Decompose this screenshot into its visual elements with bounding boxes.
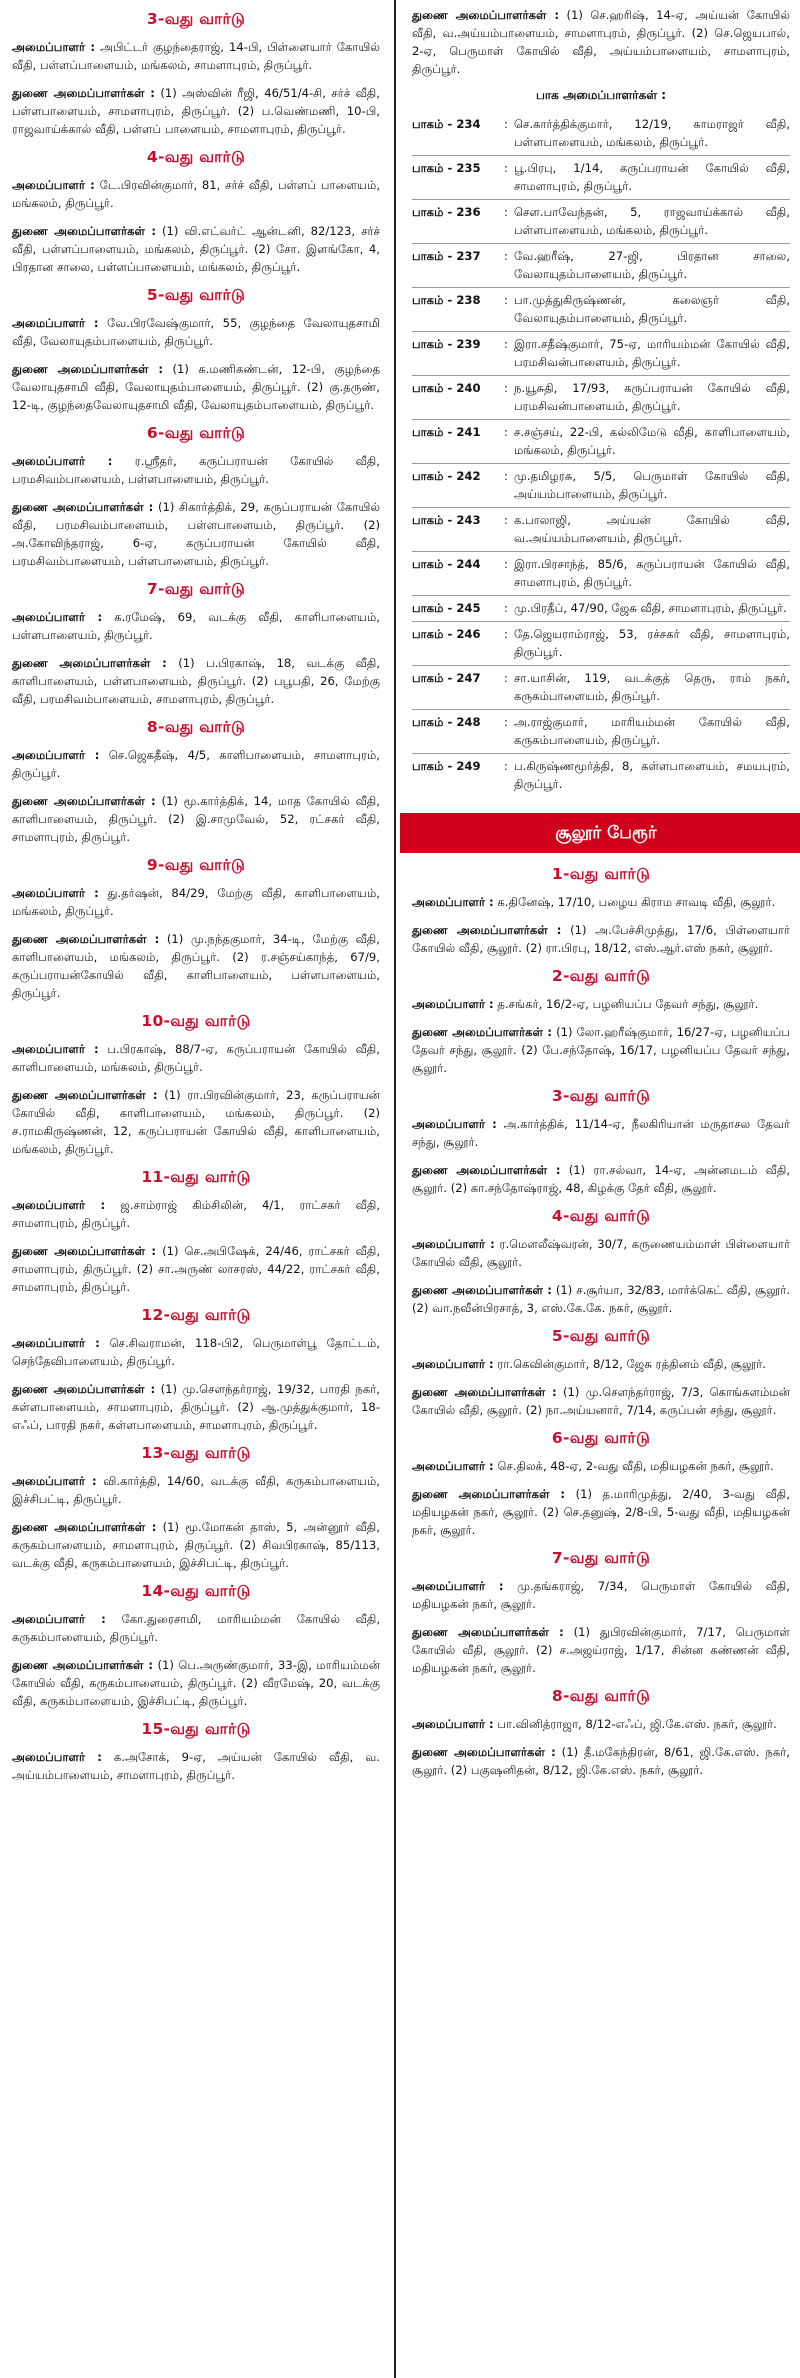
deputy-value: (1) மு.சௌந்தர்ராஜ், 7/3, கொங்களம்மன் கோயில் வீதி, சூலூர். (2) நா.அய்யனார், 7/14, கருப்பன் சந்து, சூலூர்.: [412, 1385, 790, 1417]
organizer-label: அமைப்பாளர் :: [412, 895, 494, 909]
deputy-value: (1) வி.எட்வர்ட் ஆன்டனி, 82/123, சர்ச் வீதி, பள்ளப்பாளையம், மங்கலம், திருப்பூர். (2) சோ. இளங்கோ, 4, பிரதான சாலை, பள்ளப்பாளையம், மங்கலம், திருப்பூர்.: [12, 224, 381, 274]
deputy-label: துணை அமைப்பாளர்கள் :: [12, 1244, 157, 1258]
organizer-value: அ.கார்த்திக், 11/14-ஏ, நீலகிரியான் மருதாசல தேவர் சந்து, சூலூர்.: [412, 1117, 790, 1149]
deputy-value: (1) அஸ்வின் ரீஜி, 46/51/4-சி, சர்ச் வீதி, பள்ளபாளையம், சாமளாபுரம், திருப்பூர். (2) ப.வெண்மணி, 10-பி, ராஜவாய்க்கால் வீதி, பள்ளப் பாளையம், சாமளாபுரம், திருப்பூர்.: [12, 86, 380, 136]
deputy-organizers-entry: [12, 360, 380, 414]
booth-row: [412, 156, 790, 200]
ward-15-deputies: [412, 6, 790, 78]
booth-colon: :: [504, 759, 508, 773]
booth-colon: :: [504, 205, 508, 219]
deputy-label: துணை அமைப்பாளர்கள் :: [12, 224, 157, 238]
deputy-label: துணை அமைப்பாளர்கள் :: [412, 8, 559, 22]
deputy-organizers-entry: [412, 1281, 790, 1317]
booth-number: பாகம் - 234: [412, 117, 481, 131]
left-column: [0, 0, 396, 2378]
booth-organizer: ப.கிருஷ்ணமூர்த்தி, 8, கள்ளபாளையம், சமயபுரம், திருப்பூர்.: [514, 759, 790, 791]
booth-colon: :: [504, 469, 508, 483]
booth-number: பாகம் - 246: [412, 627, 481, 641]
organizer-label: அமைப்பாளர் :: [412, 1459, 494, 1473]
organizer-entry: [12, 746, 380, 782]
booth-row: [412, 622, 790, 666]
organizer-label: அமைப்பாளர் :: [412, 1717, 494, 1731]
booth-number: பாகம் - 245: [412, 601, 481, 615]
ward-heading: 7-வது வார்டு: [146, 580, 246, 598]
deputy-value: (1) சிகார்த்திக், 29, கருப்பராயன் கோயில் வீதி, பரமசிவம்பாளையம், பள்ளபாளையம், திருப்பூர். (2) அ.கோவிந்தராஜ், 6-ஏ, கருப்பராயன் கோயில் வீதி, பரமசிவம்பாளையம், பள்ளபாளையம், திருப்பூர்.: [12, 500, 380, 568]
booth-organizer: செ.கார்த்திக்குமார், 12/19, காமராஜர் வீதி, பள்ளபாளையம், மங்கலம், திருப்பூர்.: [514, 117, 790, 149]
booth-colon: :: [504, 513, 508, 527]
deputy-organizers-entry: [12, 1518, 380, 1572]
booth-organizer: இரா.சதீஷ்குமார், 75-ஏ, மாரியம்மன் கோயில் வீதி, பரமசிவன்பாளையம், திருப்பூர்.: [514, 337, 790, 369]
deputy-value: (1) பெ.அருண்குமார், 33-இ, மாரியம்மன் கோயில் வீதி, கருகம்பாளையம், திருப்பூர். (2) வீரமேஷ், 20, வடக்கு வீதி, கருகம்பாளையம், இச்சிபட்டி, திருப்பூர்.: [12, 1658, 380, 1708]
booth-list: [412, 112, 790, 797]
deputy-value: (1) மு.நந்தகுமார், 34-டி, மேற்கு வீதி, காளிபாளையம், மங்கலம், திருப்பூர். (2) ர.சஞ்சய்காந்த், 67/9, கருப்பராயன்கோயில் வீதி, காளிபாளையம், பள்ளபாளையம், திருப்பூர்.: [12, 932, 380, 1000]
booth-colon: :: [504, 337, 508, 351]
organizer-entry: [12, 608, 380, 644]
organizer-label: அமைப்பாளர் :: [412, 1117, 497, 1131]
organizer-label: அமைப்பாளர் :: [412, 1237, 495, 1251]
deputy-value: (1) ரா.சல்வா, 14-ஏ, அன்னமடம் வீதி, சூலூர். (2) கா.சந்தோஷ்ராஜ், 48, கிழக்கு தேர் வீதி, சூலூர்.: [412, 1163, 790, 1195]
organizer-value: கோ.துரைசாமி, மாரியம்மன் கோயில் வீதி, கருகம்பாளையம், திருப்பூர்.: [12, 1612, 380, 1644]
booth-number: பாகம் - 243: [412, 513, 481, 527]
deputy-organizers-entry: [412, 1623, 790, 1677]
booth-row: [412, 552, 790, 596]
organizer-entry: [412, 1457, 790, 1475]
booth-row: [412, 710, 790, 754]
organizer-entry: [12, 314, 380, 350]
organizer-entry: [12, 1748, 380, 1784]
booth-organizer: சௌ.பாவேந்தன், 5, ராஜவாய்க்கால் வீதி, பள்ளபாளையம், மங்கலம், திருப்பூர்.: [514, 205, 790, 237]
deputy-value: (1) மூ.கார்த்திக், 14, மாத கோயில் வீதி, காளிபாளையம், திருப்பூர். (2) இ.சாமுவேல், 52, ரட்சகர் வீதி, சாமளாபுரம், திருப்பூர்.: [12, 794, 380, 844]
deputy-value: (1) தீ.மகேந்திரன், 8/61, ஜி.கே.எஸ். நகர், சூலூர். (2) பகுஷனிதன், 8/12, ஜி.கே.எஸ். நகர், சூலூர்.: [412, 1745, 790, 1777]
ward-heading: 8-வது வார்டு: [146, 718, 246, 736]
organizer-value: ர.ஸ்ரீதர், கருப்பராயன் கோயில் வீதி, பரமசிவம்பாளையம், பள்ளபாளையம், திருப்பூர்.: [12, 454, 380, 486]
booth-row: [412, 112, 790, 156]
booth-number: பாகம் - 239: [412, 337, 481, 351]
right-column: [400, 0, 800, 2378]
deputy-label: துணை அமைப்பாளர்கள் :: [12, 1520, 157, 1534]
organizer-entry: [12, 1334, 380, 1370]
booth-colon: :: [504, 557, 508, 571]
ward-heading: 7-வது வார்டு: [551, 1549, 651, 1567]
ward-heading: 3-வது வார்டு: [551, 1087, 651, 1105]
organizer-label: அமைப்பாளர் :: [12, 1198, 106, 1212]
booth-organizer: க.பாலாஜி, அய்யன் கோயில் வீதி, வ.அய்யம்பாளையம், திருப்பூர்.: [514, 513, 790, 545]
booth-organizer: பா.முத்துகிருஷ்ணன், கலைஞர் வீதி, வேலாயுதம்பாளையம், திருப்பூர்.: [514, 293, 790, 325]
booth-number: பாகம் - 241: [412, 425, 481, 439]
booth-colon: :: [504, 249, 508, 263]
sulur-wards: [412, 865, 790, 1779]
deputy-label: துணை அமைப்பாளர்கள் :: [412, 1385, 557, 1399]
organizer-entry: [412, 1235, 790, 1271]
deputy-label: துணை அமைப்பாளர்கள் :: [12, 362, 163, 376]
booth-number: பாகம் - 244: [412, 557, 481, 571]
organizer-value: பா.வினித்ராஜா, 8/12-எஃப், ஜி.கே.எஸ். நகர், சூலூர்.: [497, 1717, 777, 1731]
ward-heading: 6-வது வார்டு: [146, 424, 246, 442]
organizer-label: அமைப்பாளர் :: [12, 748, 100, 762]
booth-colon: :: [504, 161, 508, 175]
deputy-organizers-entry: [412, 1023, 790, 1077]
organizer-value: அபிட்டர் குழந்தைராஜ், 14-பி, பிள்ளையார் கோயில் வீதி, பள்ளப்பாளையம், மங்கலம், சாமளாபுரம், திருப்பூர்.: [12, 40, 380, 72]
deputy-label: துணை அமைப்பாளர்கள் :: [412, 1283, 552, 1297]
organizer-entry: [12, 1196, 380, 1232]
organizer-label: அமைப்பாளர் :: [12, 1042, 99, 1056]
booth-row: [412, 464, 790, 508]
deputy-organizers-entry: [12, 1380, 380, 1434]
ward-heading: 2-வது வார்டு: [551, 967, 651, 985]
deputy-organizers-entry: [12, 792, 380, 846]
organizer-label: அமைப்பாளர் :: [12, 1750, 102, 1764]
booth-row: [412, 754, 790, 797]
organizer-value: க.அசோக், 9-ஏ, அய்யன் கோயில் வீதி, வ. அய்யம்பாளையம், சாமளாபுரம், திருப்பூர்.: [12, 1750, 380, 1782]
booth-row: [412, 596, 790, 622]
organizer-entry: [12, 1610, 380, 1646]
booth-row: [412, 420, 790, 464]
deputy-organizers-entry: [412, 1743, 790, 1779]
deputy-value: (1) மூ.மோகன் தாஸ், 5, அன்னூர் வீதி, கருகம்பாளையம், சாமளாபுரம், திருப்பூர். (2) சிவபிரகாஷ், 85/113, வடக்கு வீதி, கருகம்பாளையம், இச்சிபட்டி, திருப்பூர்.: [12, 1520, 380, 1570]
booth-number: பாகம் - 236: [412, 205, 481, 219]
booth-organizer: ந.யூசுதி, 17/93, கருப்பராயன் கோயில் வீதி, பரமசிவன்பாளையம், திருப்பூர்.: [514, 381, 790, 413]
booth-number: பாகம் - 242: [412, 469, 481, 483]
booth-colon: :: [504, 715, 508, 729]
organizer-label: அமைப்பாளர் :: [12, 886, 99, 900]
organizer-entry: [12, 884, 380, 920]
booth-colon: :: [504, 381, 508, 395]
organizer-entry: [12, 1472, 380, 1508]
organizer-value: ஜ.சாம்ராஜ் கிம்சிலின், 4/1, ராட்சகர் வீதி, சாமளாபுரம், திருப்பூர்.: [12, 1198, 381, 1230]
ward-heading: 8-வது வார்டு: [551, 1687, 651, 1705]
deputy-value: (1) செ.ஹரிஷ், 14-ஏ, அய்யன் கோயில் வீதி, வ.அய்யம்பாளையம், சாமளாபுரம், திருப்பூர். (2) செ.ஜெயபால், 2-ஏ, பெருமாள் கோயில் வீதி, அய்யம்பாளையம், சாமளாபுரம், திருப்பூர்.: [412, 8, 791, 76]
deputy-organizers-entry: [412, 1383, 790, 1419]
ward-heading: 1-வது வார்டு: [551, 865, 651, 883]
deputy-label: துணை அமைப்பாளர்கள் :: [412, 1487, 566, 1501]
booth-row: [412, 666, 790, 710]
booth-organizer: தே.ஜெயராம்ராஜ், 53, ரச்சகர் வீதி, சாமளாபுரம், திருப்பூர்.: [514, 627, 790, 659]
organizer-entry: [12, 38, 380, 74]
organizer-label: அமைப்பாளர் :: [12, 178, 95, 192]
organizer-label: அமைப்பாளர் :: [412, 997, 494, 1011]
organizer-label: அமைப்பாளர் :: [12, 454, 113, 468]
booth-row: [412, 332, 790, 376]
deputy-label: துணை அமைப்பாளர்கள் :: [12, 86, 155, 100]
deputy-organizers-entry: [12, 84, 380, 138]
deputy-label: துணை அமைப்பாளர்கள் :: [412, 1745, 556, 1759]
deputy-organizers-entry: [12, 930, 380, 1002]
booth-row: [412, 288, 790, 332]
organizer-entry: [412, 893, 790, 911]
organizer-value: டே.பிரவின்குமார், 81, சர்ச் வீதி, பள்ளப் பாளையம், மங்கலம், திருப்பூர்.: [12, 178, 381, 210]
ward-heading: 6-வது வார்டு: [551, 1429, 651, 1447]
organizer-value: ப.பிரகாஷ், 88/7-ஏ, கருப்பராயன் கோயில் வீதி, காளிபாளையம், மங்கலம், திருப்பூர்.: [12, 1042, 380, 1074]
ward-heading: 3-வது வார்டு: [146, 10, 246, 28]
ward-heading: 15-வது வார்டு: [141, 1720, 251, 1738]
booth-row: [412, 244, 790, 288]
booth-colon: :: [504, 117, 508, 131]
deputy-label: துணை அமைப்பாளர்கள் :: [12, 932, 160, 946]
deputy-value: (1) ரா.பிரவின்குமார், 23, கருப்பராயன் கோயில் வீதி, காளிபாளையம், மங்கலம், திருப்பூர். (2) ச.ராமகிருஷ்ணன், 12, கருப்பராயன் கோயில் வீதி, காளிபாளையம், மங்கலம், திருப்பூர்.: [12, 1088, 380, 1156]
booth-number: பாகம் - 248: [412, 715, 481, 729]
organizer-value: ரா.கெவின்குமார், 8/12, ஜேசு ரத்தினம் வீதி, சூலூர்.: [497, 1357, 766, 1371]
organizer-label: அமைப்பாளர் :: [12, 610, 103, 624]
deputy-value: (1) த.மாரிமுத்து, 2/40, 3-வது வீதி, மதியழகன் நகர், சூலூர். (2) செ.தனுஷ், 2/8-பி, 5-வது வீதி, மதியழகன் நகர், சூலூர்.: [412, 1487, 790, 1537]
deputy-label: துணை அமைப்பாளர்கள் :: [12, 656, 167, 670]
deputy-organizers-entry: [412, 1485, 790, 1539]
booth-row: [412, 376, 790, 420]
ward-heading: 4-வது வார்டு: [551, 1207, 651, 1225]
organizer-value: த.சங்கர், 16/2-ஏ, பழனியப்ப தேவர் சந்து, சூலூர்.: [497, 997, 759, 1011]
deputy-organizers-entry: [412, 921, 790, 957]
organizer-label: அமைப்பாளர் :: [12, 1474, 97, 1488]
deputy-value: (1) மு.சௌந்தர்ராஜ், 19/32, பாரதி நகர், கள்ளபாளையம், சாமளாபுரம், திருப்பூர். (2) ஆ.முத்துக்குமார், 18-எஃப், பாரதி நகர், கள்ளபாளையம், சாமளாபுரம், திருப்பூர்.: [12, 1382, 380, 1432]
deputy-value: (1) க.மணிகண்டன், 12-பி, குழந்தை வேலாயுதசாமி வீதி, வேலாயுதம்பாளையம், திருப்பூர். (2) கு.தருண், 12-டி, குழந்தைவேலாயுதசாமி வீதி, வேலாயுதம்பாளையம், திருப்பூர்.: [12, 362, 380, 412]
deputy-label: துணை அமைப்பாளர்கள் :: [412, 1025, 553, 1039]
ward-heading: 10-வது வார்டு: [141, 1012, 251, 1030]
booth-colon: :: [504, 601, 508, 615]
ward-heading: 12-வது வார்டு: [141, 1306, 251, 1324]
deputy-label: துணை அமைப்பாளர்கள் :: [12, 1382, 156, 1396]
organizer-entry: [412, 995, 790, 1013]
ward-heading: 5-வது வார்டு: [551, 1327, 651, 1345]
booth-organizer: ச.சஞ்சய், 22-பி, கல்லிமேடு வீதி, காளிபாளையம், மங்கலம், திருப்பூர்.: [514, 425, 790, 457]
deputy-label: துணை அமைப்பாளர்கள் :: [412, 923, 562, 937]
booth-number: பாகம் - 237: [412, 249, 481, 263]
booth-row: [412, 508, 790, 552]
organizer-value: க.ரமேஷ், 69, வடக்கு வீதி, காளிபாளையம், பள்ளபாளையம், திருப்பூர்.: [12, 610, 380, 642]
booth-colon: :: [504, 671, 508, 685]
deputy-value: (1) ப.பிரகாஷ், 18, வடக்கு வீதி, காளிபாளையம், பள்ளபாளையம், திருப்பூர். (2) பபூபதி, 26, மேற்கு வீதி, பரமசிவம்பாளையம், சாமளாபுரம், திருப்பூர்.: [12, 656, 381, 706]
deputy-label: துணை அமைப்பாளர்கள் :: [12, 500, 154, 514]
booth-row: [412, 200, 790, 244]
deputy-value: (1) துபிரவின்குமார், 7/17, பெருமாள் கோயில் வீதி, சூலூர். (2) ச.அஜய்ராஜ், 1/17, சின்ன கண்ணன் வீதி, மதியழகன் நகர், சூலூர்.: [412, 1625, 790, 1675]
ward-heading: 11-வது வார்டு: [141, 1168, 251, 1186]
booth-organizers-heading: பாக அமைப்பாளர்கள் :: [535, 88, 667, 102]
ward-heading: 9-வது வார்டு: [146, 856, 246, 874]
booth-number: பாகம் - 235: [412, 161, 481, 175]
organizer-value: க.தினேஷ், 17/10, பழைய கிராம சாவடி வீதி, சூலூர்.: [497, 895, 776, 909]
booth-number: பாகம் - 238: [412, 293, 481, 307]
booth-organizer: மு.பிரதீப், 47/90, ஜேசு வீதி, சாமளாபுரம், திருப்பூர்.: [514, 601, 787, 615]
organizer-entry: [412, 1577, 790, 1613]
organizer-entry: [412, 1115, 790, 1151]
booth-colon: :: [504, 293, 508, 307]
deputy-label: துணை அமைப்பாளர்கள் :: [412, 1163, 561, 1177]
organizer-entry: [412, 1715, 790, 1733]
deputy-value: (1) லோ.ஹரீஷ்குமார், 16/27-ஏ, பழனியப்ப தேவர் சந்து, சூலூர். (2) பே.சந்தோஷ், 16/17, பழனியப்ப தேவர் சந்து, சூலூர்.: [412, 1025, 790, 1075]
organizer-value: செ.ஜெகதீஷ், 4/5, காளிபாளையம், சாமளாபுரம், திருப்பூர்.: [12, 748, 380, 780]
deputy-value: (1) செ.அபிஷேக், 24/46, ராட்சகர் வீதி, சாமளாபுரம், திருப்பூர். (2) சா.அருண் லாசரஸ், 44/22, ராட்சகர் வீதி, சாமளாபுரம், திருப்பூர்.: [12, 1244, 381, 1294]
booth-number: பாகம் - 249: [412, 759, 481, 773]
booth-colon: :: [504, 627, 508, 641]
booth-number: பாகம் - 247: [412, 671, 481, 685]
booth-number: பாகம் - 240: [412, 381, 481, 395]
booth-organizer: வே.ஹரீஷ், 27-ஜி, பிரதான சாலை, வேலாயுதம்பாளையம், திருப்பூர்.: [514, 249, 790, 281]
organizer-label: அமைப்பாளர் :: [12, 316, 99, 330]
organizer-value: செ.சிவராமன், 118-பி2, பெருமாள்பூ தோட்டம், செந்தேவிபாளையம், திருப்பூர்.: [12, 1336, 380, 1368]
deputy-organizers-entry: [12, 1242, 380, 1296]
organizer-entry: [12, 452, 380, 488]
deputy-organizers-entry: [412, 1161, 790, 1197]
booth-organizer: அ.ராஜ்குமார், மாரியம்மன் கோயில் வீதி, கருகம்பாளையம், திருப்பூர்.: [514, 715, 790, 747]
ward-heading: 13-வது வார்டு: [141, 1444, 251, 1462]
organizer-label: அமைப்பாளர் :: [412, 1357, 494, 1371]
booth-organizer: இரா.பிரசாந்த், 85/6, கருப்பராயன் கோயில் வீதி, சாமளாபுரம், திருப்பூர்.: [514, 557, 790, 589]
deputy-organizers-entry: [12, 498, 380, 570]
organizer-value: செ.திலக், 48-ஏ, 2-வது வீதி, மதியழகன் நகர், சூலூர்.: [497, 1459, 774, 1473]
deputy-organizers-entry: [12, 654, 380, 708]
organizer-label: அமைப்பாளர் :: [412, 1579, 504, 1593]
deputy-value: (1) அ.பேச்சிமுத்து, 17/6, பிள்ளையார் கோயில் வீதி, சூலூர். (2) ரா.பிரபு, 18/12, எஸ்.ஆர்.எஸ் நகர், சூலூர்.: [412, 923, 790, 955]
ward-heading: 4-வது வார்டு: [146, 148, 246, 166]
organizer-value: வே.பிரவேஷ்குமார், 55, குழந்தை வேலாயுதசாமி வீதி, வேலாயுதம்பாளையம், திருப்பூர்.: [12, 316, 380, 348]
deputy-label: துணை அமைப்பாளர்கள் :: [12, 794, 156, 808]
organizer-label: அமைப்பாளர் :: [12, 1612, 106, 1626]
deputy-organizers-entry: [12, 1656, 380, 1710]
deputy-label: துணை அமைப்பாளர்கள் :: [12, 1088, 158, 1102]
deputy-label: துணை அமைப்பாளர்கள் :: [412, 1625, 564, 1639]
deputy-value: (1) ச.சூர்யா, 32/83, மார்க்கெட் வீதி, சூலூர். (2) வா.நவீன்பிரசாத், 3, எஸ்.கே.கே. நகர், சூலூர்.: [412, 1283, 791, 1315]
ward-heading: 14-வது வார்டு: [141, 1582, 251, 1600]
organizer-value: மு.தங்கராஜ், 7/34, பெருமாள் கோயில் வீதி, மதியழகன் நகர், சூலூர்.: [412, 1579, 790, 1611]
deputy-organizers-entry: [12, 222, 380, 276]
section-banner: சூலூர் பேரூர்: [400, 813, 800, 853]
booth-organizer: மு.தமிழரசு, 5/5, பெருமாள் கோயில் வீதி, அய்யம்பாளையம், திருப்பூர்.: [514, 469, 790, 501]
organizer-value: ர.மெளலீஷ்வரன், 30/7, கருணையம்மாள் பிள்ளையார் கோயில் வீதி, சூலூர்.: [412, 1237, 790, 1269]
booth-organizer: பூ.பிரபு, 1/14, கருப்பராயன் கோயில் வீதி, சாமளாபுரம், திருப்பூர்.: [514, 161, 790, 193]
booth-organizer: சா.யாசின், 119, வடக்குத் தெரு, ராம் நகர், கருகம்பாளையம், திருப்பூர்.: [514, 671, 790, 703]
ward-heading: 5-வது வார்டு: [146, 286, 246, 304]
organizer-label: அமைப்பாளர் :: [12, 1336, 100, 1350]
organizer-value: து.தர்ஷன், 84/29, மேற்கு வீதி, காளிபாளையம், மங்கலம், திருப்பூர்.: [12, 886, 380, 918]
organizer-entry: [12, 1040, 380, 1076]
organizer-entry: [12, 176, 380, 212]
organizer-value: வி.கார்த்தி, 14/60, வடக்கு வீதி, கருகம்பாளையம், இச்சிபட்டி, திருப்பூர்.: [12, 1474, 380, 1506]
organizer-label: அமைப்பாளர் :: [12, 40, 96, 54]
organizer-entry: [412, 1355, 790, 1373]
deputy-label: துணை அமைப்பாளர்கள் :: [12, 1658, 154, 1672]
booth-colon: :: [504, 425, 508, 439]
deputy-organizers-entry: [12, 1086, 380, 1158]
